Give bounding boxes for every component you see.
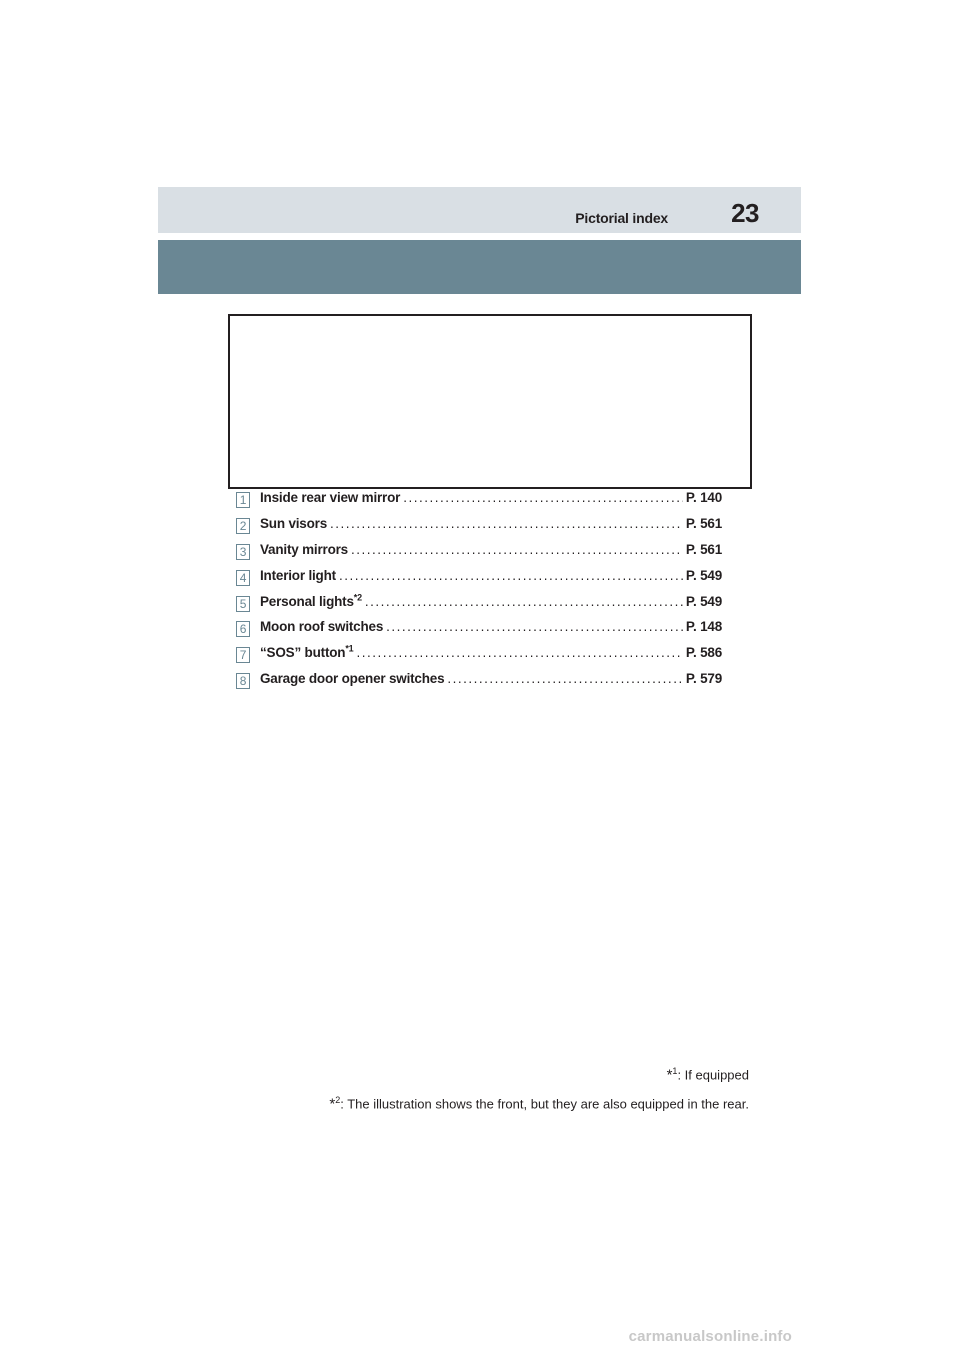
index-item-7 <box>236 645 722 671</box>
leader-dots <box>330 516 683 531</box>
index-item-1 <box>236 490 722 516</box>
leader-dots <box>351 542 683 557</box>
page-number: 23 <box>731 198 759 228</box>
item-label: Vanity mirrors <box>260 541 348 557</box>
item-label: Inside rear view mirror <box>260 490 401 505</box>
leader-dots <box>447 671 683 686</box>
index-item-3 <box>236 542 722 568</box>
item-label: Personal lights$^{*2}$ <box>260 592 362 609</box>
footnote-text: : If equipped <box>677 1067 749 1083</box>
footnote-2 <box>329 1095 749 1112</box>
index-item-5 <box>236 594 722 620</box>
page-reference-link[interactable]: P. 549 <box>685 593 722 609</box>
leader-dots <box>365 594 683 609</box>
item-number-badge: 5 <box>236 596 250 612</box>
footnote-marker: *1 <box>345 643 354 654</box>
index-item-2 <box>236 516 722 542</box>
section-title: Pictorial index <box>575 210 668 226</box>
item-label: Garage door opener switches <box>260 671 445 687</box>
footnote-text: : The illustration shows the front, but they are also equipped in the rear. <box>340 1096 749 1112</box>
leader-dots <box>386 619 683 634</box>
index-item-6 <box>236 619 722 645</box>
item-label: Sun visors <box>260 515 328 531</box>
page-reference-link[interactable]: P. 148 <box>685 619 722 635</box>
leader-dots <box>339 568 683 583</box>
footnote-star: * <box>666 1066 673 1084</box>
illustration-frame <box>228 314 752 489</box>
page-header <box>158 187 801 233</box>
item-number-badge: 8 <box>236 673 250 689</box>
title-band <box>158 240 801 294</box>
item-number-badge: 1 <box>236 492 250 508</box>
page-reference-link[interactable]: P. 579 <box>685 671 722 687</box>
item-number-badge: 2 <box>236 518 250 534</box>
footnote-star: * <box>329 1095 336 1113</box>
leader-dots <box>356 645 682 660</box>
page-reference-link[interactable]: P. 561 <box>685 541 722 557</box>
index-item-4 <box>236 568 722 594</box>
index-item-8 <box>236 671 722 697</box>
item-number-badge: 7 <box>236 647 250 663</box>
page-reference-link[interactable]: P. 140 <box>685 490 722 505</box>
item-number-badge: 6 <box>236 621 250 637</box>
item-number-badge: 3 <box>236 544 250 560</box>
footnote-marker: *2 <box>353 592 362 603</box>
page-reference-link[interactable]: P. 561 <box>685 515 722 531</box>
footnote-number: 2 <box>335 1095 341 1105</box>
watermark: carmanualsonline.info <box>628 1328 792 1345</box>
index-list <box>236 490 722 697</box>
footnote-1 <box>667 1066 749 1083</box>
leader-dots <box>403 490 683 505</box>
page-reference-link[interactable]: P. 549 <box>685 567 722 583</box>
item-label: Interior light <box>260 567 336 583</box>
page-reference-link[interactable]: P. 586 <box>685 645 722 661</box>
item-number-badge: 4 <box>236 570 250 586</box>
footnote-number: 1 <box>672 1066 678 1076</box>
item-label: “SOS” button$^{*1}$ <box>260 643 354 661</box>
item-label: Moon roof switches <box>260 619 384 635</box>
